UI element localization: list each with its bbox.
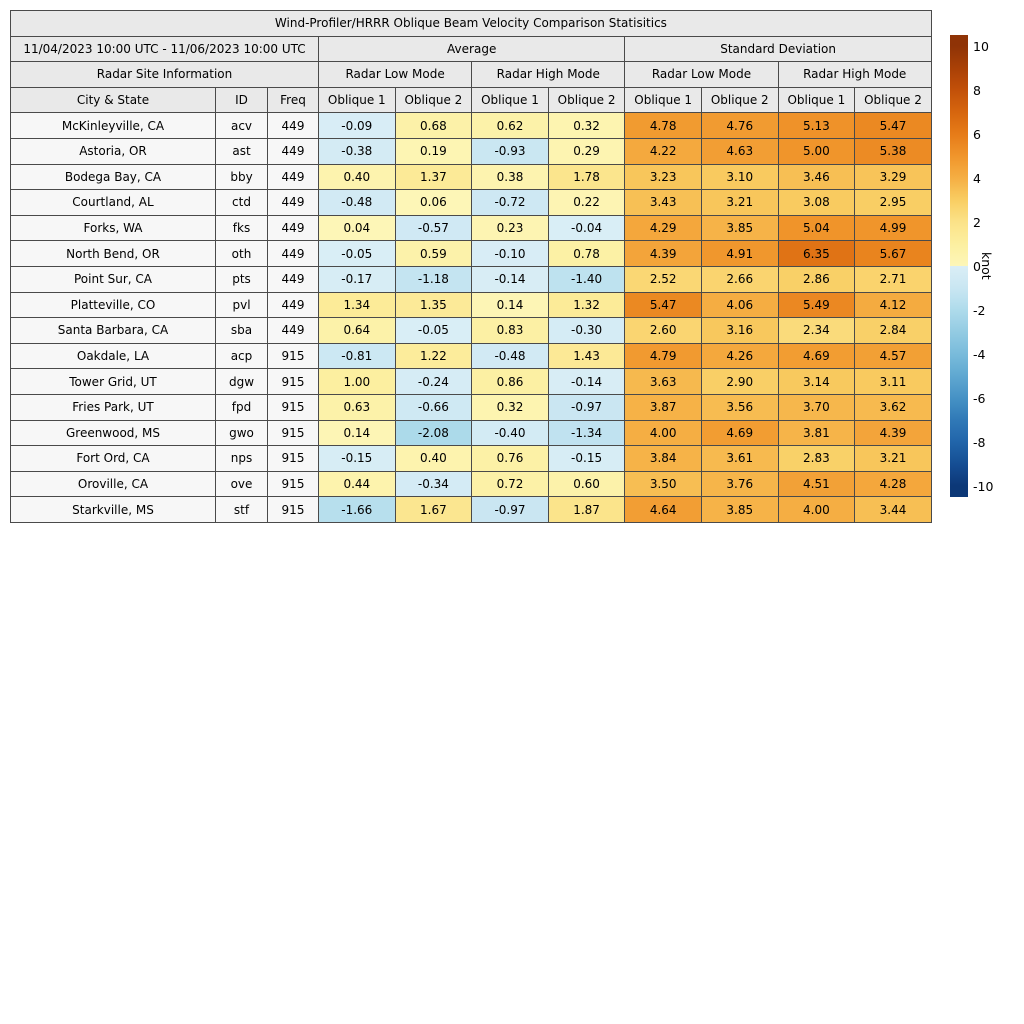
value-cell: 3.46 xyxy=(778,164,855,190)
value-cell: 3.70 xyxy=(778,394,855,420)
colorbar-tick-label: -2 xyxy=(973,302,986,318)
value-cell: 3.84 xyxy=(625,446,702,472)
value-cell: 0.68 xyxy=(395,113,472,139)
city-cell: Starkville, MS xyxy=(11,497,216,523)
freq-cell: 449 xyxy=(268,318,319,344)
value-cell: 4.99 xyxy=(855,215,932,241)
table-body xyxy=(11,113,932,523)
colorbar-tick-label: 6 xyxy=(973,126,981,142)
column-header-oblique: Oblique 2 xyxy=(548,87,625,113)
freq-cell: 449 xyxy=(268,241,319,267)
value-cell: 5.49 xyxy=(778,292,855,318)
value-cell: 0.40 xyxy=(319,164,396,190)
value-cell: 2.66 xyxy=(701,266,778,292)
freq-cell: 449 xyxy=(268,164,319,190)
id-cell: stf xyxy=(216,497,268,523)
value-cell: 0.78 xyxy=(548,241,625,267)
city-cell: Oakdale, LA xyxy=(11,343,216,369)
id-cell: fks xyxy=(216,215,268,241)
value-cell: 0.29 xyxy=(548,138,625,164)
city-cell: North Bend, OR xyxy=(11,241,216,267)
value-cell: 3.11 xyxy=(855,369,932,395)
id-cell: ctd xyxy=(216,190,268,216)
freq-cell: 449 xyxy=(268,266,319,292)
id-cell: oth xyxy=(216,241,268,267)
value-cell: -1.18 xyxy=(395,266,472,292)
value-cell: -0.40 xyxy=(472,420,549,446)
value-cell: 3.56 xyxy=(701,394,778,420)
colorbar-tick-label: 4 xyxy=(973,170,981,186)
date-range: 11/04/2023 10:00 UTC - 11/06/2023 10:00 UTC xyxy=(11,36,319,62)
column-header-oblique: Oblique 1 xyxy=(778,87,855,113)
colorbar-tick-label: -6 xyxy=(973,390,986,406)
value-cell: 6.35 xyxy=(778,241,855,267)
value-cell: 0.64 xyxy=(319,318,396,344)
value-cell: 0.60 xyxy=(548,471,625,497)
value-cell: 2.90 xyxy=(701,369,778,395)
id-cell: bby xyxy=(216,164,268,190)
value-cell: -0.05 xyxy=(319,241,396,267)
value-cell: 1.00 xyxy=(319,369,396,395)
freq-cell: 449 xyxy=(268,113,319,139)
value-cell: -0.38 xyxy=(319,138,396,164)
value-cell: -0.93 xyxy=(472,138,549,164)
value-cell: 4.57 xyxy=(855,343,932,369)
freq-cell: 915 xyxy=(268,446,319,472)
colorbar-tick-label: -10 xyxy=(973,478,994,494)
table-row xyxy=(11,369,932,395)
colorbar-tick-label: 10 xyxy=(973,38,989,54)
city-cell: Greenwood, MS xyxy=(11,420,216,446)
city-cell: Platteville, CO xyxy=(11,292,216,318)
id-cell: acv xyxy=(216,113,268,139)
value-cell: 4.78 xyxy=(625,113,702,139)
column-header-oblique: Oblique 1 xyxy=(472,87,549,113)
value-cell: 2.34 xyxy=(778,318,855,344)
city-cell: Bodega Bay, CA xyxy=(11,164,216,190)
value-cell: 4.28 xyxy=(855,471,932,497)
value-cell: -0.57 xyxy=(395,215,472,241)
value-cell: 1.34 xyxy=(319,292,396,318)
freq-cell: 449 xyxy=(268,292,319,318)
value-cell: -0.14 xyxy=(548,369,625,395)
value-cell: 0.06 xyxy=(395,190,472,216)
value-cell: 3.21 xyxy=(701,190,778,216)
value-cell: 3.10 xyxy=(701,164,778,190)
value-cell: 0.19 xyxy=(395,138,472,164)
value-cell: 0.23 xyxy=(472,215,549,241)
value-cell: 2.71 xyxy=(855,266,932,292)
value-cell: -0.97 xyxy=(472,497,549,523)
id-cell: pts xyxy=(216,266,268,292)
table-row xyxy=(11,138,932,164)
value-cell: 4.26 xyxy=(701,343,778,369)
value-cell: 3.14 xyxy=(778,369,855,395)
value-cell: 3.21 xyxy=(855,446,932,472)
table-row xyxy=(11,190,932,216)
id-cell: nps xyxy=(216,446,268,472)
value-cell: 1.37 xyxy=(395,164,472,190)
value-cell: 4.76 xyxy=(701,113,778,139)
value-cell: -0.15 xyxy=(548,446,625,472)
value-cell: 5.47 xyxy=(625,292,702,318)
value-cell: 3.87 xyxy=(625,394,702,420)
colorbar-tick-label: -8 xyxy=(973,434,986,450)
value-cell: 5.04 xyxy=(778,215,855,241)
value-cell: 1.32 xyxy=(548,292,625,318)
value-cell: 4.12 xyxy=(855,292,932,318)
value-cell: 4.22 xyxy=(625,138,702,164)
freq-cell: 915 xyxy=(268,369,319,395)
value-cell: 0.38 xyxy=(472,164,549,190)
group-header-average: Average xyxy=(319,36,625,62)
value-cell: 0.32 xyxy=(472,394,549,420)
value-cell: 3.81 xyxy=(778,420,855,446)
value-cell: 3.63 xyxy=(625,369,702,395)
column-header-freq: Freq xyxy=(268,87,319,113)
value-cell: 3.08 xyxy=(778,190,855,216)
value-cell: 3.85 xyxy=(701,215,778,241)
column-header-oblique: Oblique 2 xyxy=(855,87,932,113)
value-cell: -0.04 xyxy=(548,215,625,241)
value-cell: -0.10 xyxy=(472,241,549,267)
table-row xyxy=(11,343,932,369)
city-cell: Fort Ord, CA xyxy=(11,446,216,472)
mode-header-std-low: Radar Low Mode xyxy=(625,62,778,88)
colorbar-unit-label: knot xyxy=(979,252,994,280)
value-cell: 0.40 xyxy=(395,446,472,472)
id-cell: fpd xyxy=(216,394,268,420)
value-cell: -0.97 xyxy=(548,394,625,420)
id-cell: ove xyxy=(216,471,268,497)
mode-header-avg-high: Radar High Mode xyxy=(472,62,625,88)
value-cell: 5.47 xyxy=(855,113,932,139)
value-cell: -0.66 xyxy=(395,394,472,420)
value-cell: 0.86 xyxy=(472,369,549,395)
id-cell: pvl xyxy=(216,292,268,318)
value-cell: -1.34 xyxy=(548,420,625,446)
column-header-row xyxy=(11,87,932,113)
column-header-id: ID xyxy=(216,87,268,113)
table-row xyxy=(11,318,932,344)
value-cell: 0.72 xyxy=(472,471,549,497)
value-cell: -0.15 xyxy=(319,446,396,472)
freq-cell: 915 xyxy=(268,497,319,523)
value-cell: 5.67 xyxy=(855,241,932,267)
value-cell: 3.85 xyxy=(701,497,778,523)
colorbar-tick-label: 8 xyxy=(973,82,981,98)
group-header-row xyxy=(11,36,932,62)
value-cell: 0.32 xyxy=(548,113,625,139)
id-cell: gwo xyxy=(216,420,268,446)
value-cell: 4.06 xyxy=(701,292,778,318)
value-cell: 3.23 xyxy=(625,164,702,190)
colorbar-gradient xyxy=(950,35,968,497)
value-cell: 5.38 xyxy=(855,138,932,164)
value-cell: 0.83 xyxy=(472,318,549,344)
value-cell: 3.16 xyxy=(701,318,778,344)
city-cell: Point Sur, CA xyxy=(11,266,216,292)
colorbar-tick-label: -4 xyxy=(973,346,986,362)
statistics-table xyxy=(10,10,932,523)
value-cell: 0.59 xyxy=(395,241,472,267)
colorbar-tick-label: 0 xyxy=(973,258,981,274)
value-cell: 1.22 xyxy=(395,343,472,369)
value-cell: -0.24 xyxy=(395,369,472,395)
group-header-standard-deviation: Standard Deviation xyxy=(625,36,931,62)
value-cell: -0.81 xyxy=(319,343,396,369)
value-cell: 0.76 xyxy=(472,446,549,472)
value-cell: -0.48 xyxy=(472,343,549,369)
table-row xyxy=(11,420,932,446)
figure-title: Wind-Profiler/HRRR Oblique Beam Velocity Comparison Statisitics xyxy=(11,11,932,37)
city-cell: Forks, WA xyxy=(11,215,216,241)
value-cell: 3.50 xyxy=(625,471,702,497)
colorbar-tick-label: 2 xyxy=(973,214,981,230)
city-cell: Santa Barbara, CA xyxy=(11,318,216,344)
value-cell: 1.67 xyxy=(395,497,472,523)
city-cell: Tower Grid, UT xyxy=(11,369,216,395)
value-cell: -0.72 xyxy=(472,190,549,216)
value-cell: 3.43 xyxy=(625,190,702,216)
freq-cell: 915 xyxy=(268,394,319,420)
table-row xyxy=(11,497,932,523)
freq-cell: 915 xyxy=(268,420,319,446)
value-cell: 0.14 xyxy=(472,292,549,318)
table-row xyxy=(11,292,932,318)
id-cell: dgw xyxy=(216,369,268,395)
column-header-oblique: Oblique 2 xyxy=(701,87,778,113)
value-cell: 2.84 xyxy=(855,318,932,344)
id-cell: acp xyxy=(216,343,268,369)
city-cell: Fries Park, UT xyxy=(11,394,216,420)
value-cell: -1.66 xyxy=(319,497,396,523)
value-cell: 3.29 xyxy=(855,164,932,190)
city-cell: Courtland, AL xyxy=(11,190,216,216)
value-cell: 4.79 xyxy=(625,343,702,369)
value-cell: 4.51 xyxy=(778,471,855,497)
value-cell: 4.69 xyxy=(701,420,778,446)
value-cell: 0.63 xyxy=(319,394,396,420)
table-row xyxy=(11,266,932,292)
value-cell: 2.52 xyxy=(625,266,702,292)
value-cell: 4.00 xyxy=(778,497,855,523)
value-cell: -0.17 xyxy=(319,266,396,292)
table-row xyxy=(11,241,932,267)
freq-cell: 915 xyxy=(268,471,319,497)
column-header-oblique: Oblique 1 xyxy=(625,87,702,113)
table-row xyxy=(11,164,932,190)
freq-cell: 449 xyxy=(268,138,319,164)
column-header-city: City & State xyxy=(11,87,216,113)
id-cell: sba xyxy=(216,318,268,344)
value-cell: 0.62 xyxy=(472,113,549,139)
site-info-header: Radar Site Information xyxy=(11,62,319,88)
value-cell: -0.14 xyxy=(472,266,549,292)
value-cell: 2.95 xyxy=(855,190,932,216)
table-row xyxy=(11,446,932,472)
mode-header-row xyxy=(11,62,932,88)
value-cell: 1.35 xyxy=(395,292,472,318)
value-cell: 4.29 xyxy=(625,215,702,241)
value-cell: -1.40 xyxy=(548,266,625,292)
city-cell: Oroville, CA xyxy=(11,471,216,497)
column-header-oblique: Oblique 1 xyxy=(319,87,396,113)
value-cell: -0.30 xyxy=(548,318,625,344)
value-cell: 3.61 xyxy=(701,446,778,472)
city-cell: McKinleyville, CA xyxy=(11,113,216,139)
value-cell: 1.87 xyxy=(548,497,625,523)
freq-cell: 449 xyxy=(268,215,319,241)
value-cell: -0.48 xyxy=(319,190,396,216)
value-cell: 2.83 xyxy=(778,446,855,472)
value-cell: 4.39 xyxy=(625,241,702,267)
value-cell: 3.76 xyxy=(701,471,778,497)
value-cell: 5.00 xyxy=(778,138,855,164)
mode-header-std-high: Radar High Mode xyxy=(778,62,931,88)
table-row xyxy=(11,394,932,420)
id-cell: ast xyxy=(216,138,268,164)
value-cell: 4.00 xyxy=(625,420,702,446)
value-cell: 4.69 xyxy=(778,343,855,369)
table-row xyxy=(11,471,932,497)
freq-cell: 915 xyxy=(268,343,319,369)
freq-cell: 449 xyxy=(268,190,319,216)
value-cell: 5.13 xyxy=(778,113,855,139)
value-cell: 4.39 xyxy=(855,420,932,446)
table-row xyxy=(11,113,932,139)
value-cell: -0.09 xyxy=(319,113,396,139)
value-cell: 0.14 xyxy=(319,420,396,446)
value-cell: 3.62 xyxy=(855,394,932,420)
value-cell: 0.04 xyxy=(319,215,396,241)
mode-header-avg-low: Radar Low Mode xyxy=(319,62,472,88)
column-header-oblique: Oblique 2 xyxy=(395,87,472,113)
value-cell: 2.60 xyxy=(625,318,702,344)
value-cell: 4.64 xyxy=(625,497,702,523)
value-cell: 4.63 xyxy=(701,138,778,164)
value-cell: 0.44 xyxy=(319,471,396,497)
value-cell: 2.86 xyxy=(778,266,855,292)
value-cell: 1.78 xyxy=(548,164,625,190)
value-cell: -2.08 xyxy=(395,420,472,446)
value-cell: 4.91 xyxy=(701,241,778,267)
value-cell: 1.43 xyxy=(548,343,625,369)
title-row xyxy=(11,11,932,37)
value-cell: -0.34 xyxy=(395,471,472,497)
city-cell: Astoria, OR xyxy=(11,138,216,164)
value-cell: -0.05 xyxy=(395,318,472,344)
value-cell: 0.22 xyxy=(548,190,625,216)
table-row xyxy=(11,215,932,241)
value-cell: 3.44 xyxy=(855,497,932,523)
